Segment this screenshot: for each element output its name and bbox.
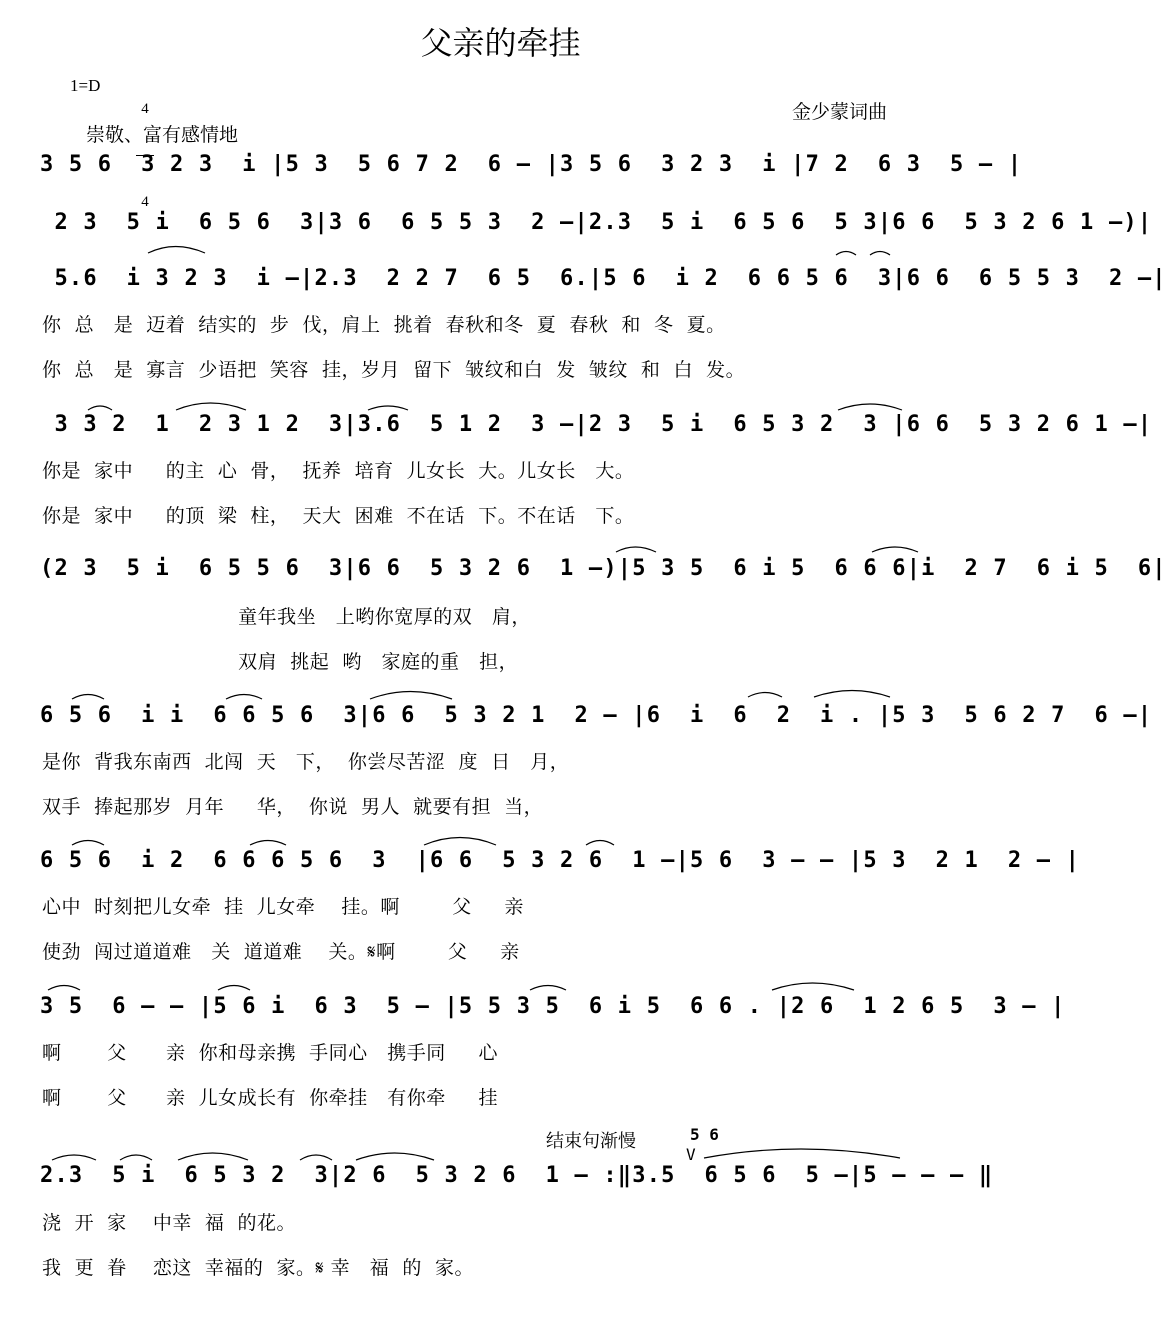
slur-arc bbox=[616, 547, 656, 552]
slur-arc bbox=[226, 695, 262, 700]
slur-arc bbox=[424, 838, 496, 846]
ending-grace-notes: 5 6 bbox=[690, 1125, 719, 1144]
notation-row-2: 2 3 5 i 6 5 6 3|3 6 6 5 5 3 2 –|2.3 5 i 6 5 6 5 3|6 6 5 3 2 6 1 –)| bbox=[40, 210, 1153, 235]
lyric-line-5-verse-1: 童年我坐 上哟你宽厚的双 肩， bbox=[42, 606, 531, 628]
slur-arc bbox=[88, 406, 112, 410]
slur-arc bbox=[250, 841, 286, 846]
lyric-line-3-verse-2: 你 总 是 寡言 少语把 笑容 挂，岁月 留下 皱纹和白 发 皱纹 和 白 发。 bbox=[42, 359, 746, 381]
slur-arc bbox=[356, 1153, 434, 1160]
slur-arc bbox=[300, 1155, 332, 1160]
slur-arc bbox=[176, 403, 246, 410]
slur-arc bbox=[530, 986, 566, 991]
slur-arc bbox=[748, 693, 782, 698]
slur-arc bbox=[120, 1155, 152, 1160]
lyric-line-3-verse-1: 你 总 是 迈着 结实的 步 伐，肩上 挑着 春秋和冬 夏 春秋 和 冬 夏。 bbox=[42, 314, 726, 336]
lyric-line-5-verse-2: 双肩 挑起 哟 家庭的重 担， bbox=[42, 651, 519, 673]
lyric-line-7-verse-2: 使劲 闯过道道难 关 道道难 关。𝄋啊 父 亲 bbox=[42, 941, 520, 963]
key-signature: 1=D bbox=[70, 76, 101, 95]
notation-row-5: (2 3 5 i 6 5 5 6 3|6 6 5 3 2 6 1 –)|5 3 5 6 i 5 6 6 6|i 2 7 6 i 5 6| bbox=[40, 556, 1167, 581]
slur-arc bbox=[836, 252, 856, 256]
composer-credit: 金少蒙词曲 bbox=[792, 101, 888, 123]
slur-arc bbox=[148, 247, 205, 254]
slur-arc bbox=[370, 692, 452, 700]
slur-arc bbox=[72, 695, 104, 700]
notation-row-3: 5.6 i 3 2 3 i –|2.3 2 2 7 6 5 6.|5 6 i 2 6 6 5 6 3|6 6 6 5 5 3 2 –| bbox=[40, 266, 1167, 291]
slur-arc bbox=[586, 841, 614, 846]
slur-arc bbox=[218, 986, 250, 991]
lyric-line-9-verse-2: 我 更 眷 恋这 幸福的 家。𝄋 幸 福 的 家。 bbox=[42, 1257, 474, 1279]
song-title: 父亲的牵挂 bbox=[420, 24, 581, 62]
lyric-line-6-verse-2: 双手 捧起那岁 月年 华， 你说 男人 就要有担 当， bbox=[42, 796, 544, 818]
notation-row-6: 6 5 6 i i 6 6 5 6 3|6 6 5 3 2 1 2 – |6 i 6 2 i . |5 3 5 6 2 7 6 –| bbox=[40, 703, 1153, 728]
lyric-line-6-verse-1: 是你 背我东南西 北闯 天 下， 你尝尽苦涩 度 日 月， bbox=[42, 751, 570, 773]
time-signature-bottom: 4 bbox=[141, 194, 149, 210]
lyric-line-7-verse-1: 心中 时刻把儿女牵 挂 儿女牵 挂。啊 父 亲 bbox=[42, 896, 524, 918]
time-signature-top: 4 bbox=[141, 101, 149, 117]
slur-arc bbox=[704, 1149, 900, 1158]
slur-arc bbox=[870, 252, 890, 256]
lyric-line-8-verse-2: 啊 父 亲 儿女成长有 你牵挂 有你牵 挂 bbox=[42, 1087, 498, 1109]
slur-arc bbox=[814, 691, 890, 698]
notation-row-8: 3 5 6 – – |5 6 i 6 3 5 – |5 5 3 5 6 i 5 6 6 . |2 6 1 2 6 5 3 – | bbox=[40, 994, 1066, 1019]
slur-arc bbox=[838, 404, 902, 410]
notation-row-9: 2.3 5 i 6 5 3 2 3|2 6 5 3 2 6 1 – :‖3.5 6 5 6 5 –|5 – – – ‖ bbox=[40, 1163, 994, 1188]
slur-arc bbox=[48, 986, 80, 991]
lyric-line-8-verse-1: 啊 父 亲 你和母亲携 手同心 携手同 心 bbox=[42, 1042, 498, 1064]
slur-arc bbox=[178, 1153, 248, 1160]
lyric-line-4-verse-2: 你是 家中 的顶 梁 柱， 天大 困难 不在话 下。不在话 下。 bbox=[42, 505, 635, 527]
slur-arc bbox=[872, 547, 918, 552]
slur-arc bbox=[52, 1155, 96, 1160]
slur-arc bbox=[72, 841, 104, 846]
lyric-line-4-verse-1: 你是 家中 的主 心 骨， 抚养 培育 儿女长 大。儿女长 大。 bbox=[42, 460, 635, 482]
notation-row-4: 3 3 2 1 2 3 1 2 3|3.6 5 1 2 3 –|2 3 5 i 6 5 3 2 3 |6 6 5 3 2 6 1 –| bbox=[40, 412, 1153, 437]
slur-arc bbox=[772, 983, 854, 990]
breath-mark: V bbox=[686, 1145, 696, 1164]
ending-annotation: 结束句渐慢 bbox=[546, 1131, 636, 1152]
tempo-marking: 崇敬、富有感情地 bbox=[86, 124, 239, 146]
slur-arc bbox=[368, 406, 408, 410]
notation-row-7: 6 5 6 i 2 6 6 6 5 6 3 |6 6 5 3 2 6 1 –|5 6 3 – – |5 3 2 1 2 – | bbox=[40, 848, 1081, 873]
notation-row-1: 3 5 6 3 2 3 i |5 3 5 6 7 2 6 – |3 5 6 3 2 3 i |7 2 6 3 5 – | bbox=[40, 152, 1023, 177]
lyric-line-9-verse-1: 浇 开 家 中幸 福 的花。 bbox=[42, 1212, 296, 1234]
